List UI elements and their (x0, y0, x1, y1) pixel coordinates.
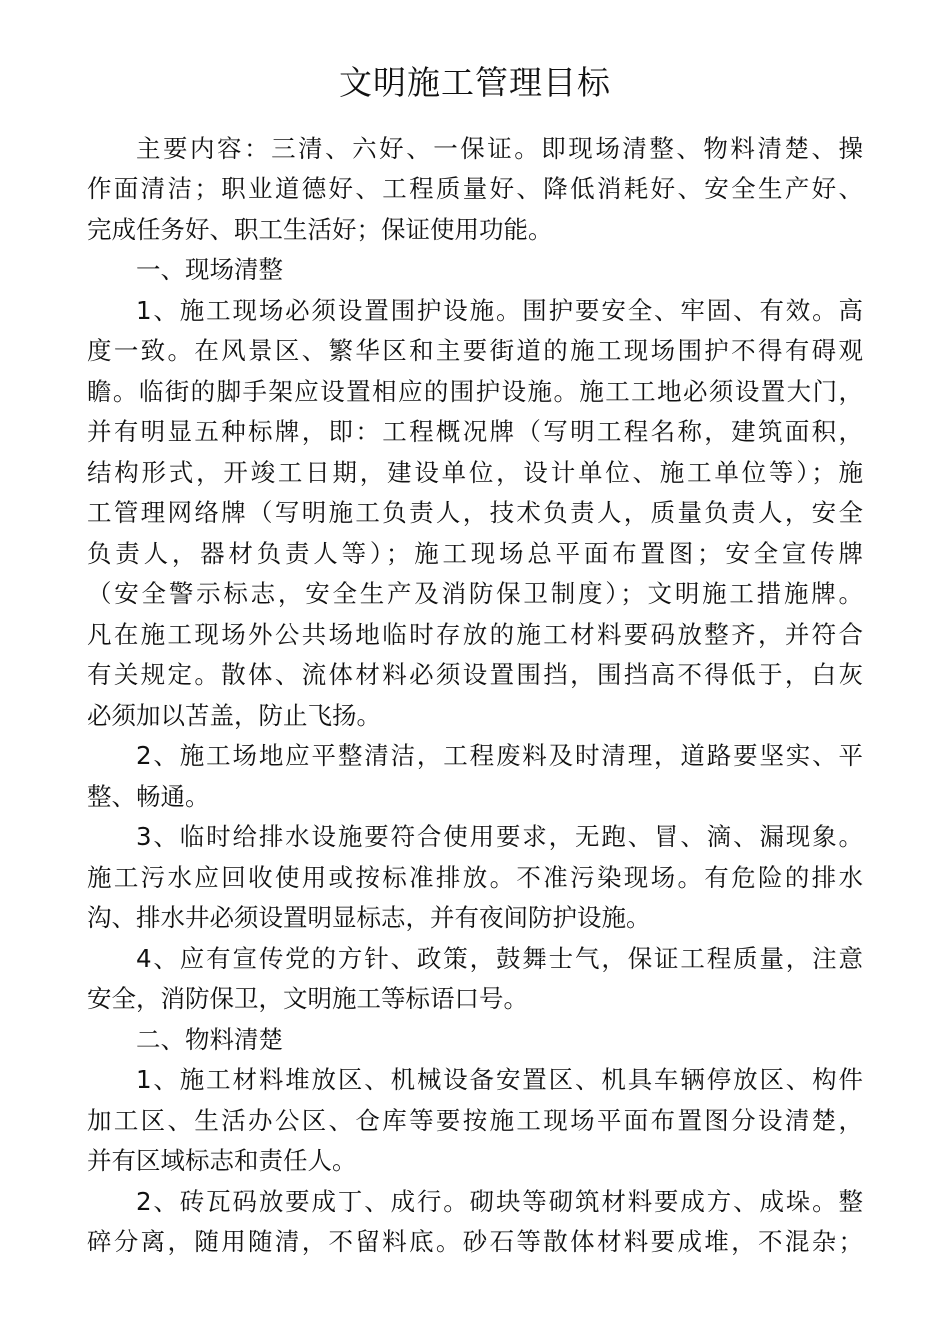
text-line: 工管理网络牌（写明施工负责人，技术负责人，质量负责人，安全 (87, 498, 863, 527)
text-line: 结构形式，开竣工日期，建设单位，设计单位、施工单位等）；施 (87, 458, 863, 487)
section-heading: 一、现场清整 (136, 255, 283, 284)
text-line: 并有区域标志和责任人。 (87, 1146, 357, 1175)
text-line: 施工污水应回收使用或按标准排放。不准污染现场。有危险的排水 (87, 863, 863, 892)
text-line: 主要内容：三清、六好、一保证。即现场清整、物料清楚、操 (136, 134, 863, 163)
text-line: 1、施工材料堆放区、机械设备安置区、机具车辆停放区、构件 (136, 1065, 863, 1094)
text-line: 安全，消防保卫，文明施工等标语口号。 (87, 984, 528, 1013)
document-title: 文明施工管理目标 (339, 63, 611, 102)
text-line: 负责人，器材负责人等）；施工现场总平面布置图；安全宣传牌 (87, 539, 863, 568)
text-line: 碎分离，随用随清，不留料底。砂石等散体材料要成堆，不混杂； (87, 1227, 863, 1256)
text-line: 必须加以苫盖，防止飞扬。 (87, 701, 381, 730)
text-line: 加工区、生活办公区、仓库等要按施工现场平面布置图分设清楚， (87, 1106, 863, 1135)
text-line: 作面清洁；职业道德好、工程质量好、降低消耗好、安全生产好、 (87, 174, 863, 203)
text-line: 完成任务好、职工生活好；保证使用功能。 (87, 215, 553, 244)
text-line: 度一致。在风景区、繁华区和主要街道的施工现场围护不得有碍观 (87, 336, 863, 365)
text-line: 并有明显五种标牌，即：工程概况牌（写明工程名称，建筑面积， (87, 417, 863, 446)
text-line: 4、应有宣传党的方针、政策，鼓舞士气，保证工程质量，注意 (136, 944, 863, 973)
text-line: 有关规定。散体、流体材料必须设置围挡，围挡高不得低于，白灰 (87, 660, 863, 689)
text-line: （安全警示标志，安全生产及消防保卫制度）；文明施工措施牌。 (87, 579, 863, 608)
text-line: 2、砖瓦码放要成丁、成行。砌块等砌筑材料要成方、成垛。整 (136, 1187, 863, 1216)
text-line: 整、畅通。 (87, 782, 210, 811)
text-line: 凡在施工现场外公共场地临时存放的施工材料要码放整齐，并符合 (87, 620, 863, 649)
text-line: 3、临时给排水设施要符合使用要求，无跑、冒、滴、漏现象。 (136, 822, 863, 851)
text-line: 瞻。临街的脚手架应设置相应的围护设施。施工工地必须设置大门， (87, 377, 863, 406)
text-line: 沟、排水井必须设置明显标志，并有夜间防护设施。 (87, 903, 651, 932)
text-line: 2、施工场地应平整清洁，工程废料及时清理，道路要坚实、平 (136, 741, 863, 770)
text-line: 1、施工现场必须设置围护设施。围护要安全、牢固、有效。高 (136, 296, 863, 325)
section-heading: 二、物料清楚 (136, 1025, 283, 1054)
